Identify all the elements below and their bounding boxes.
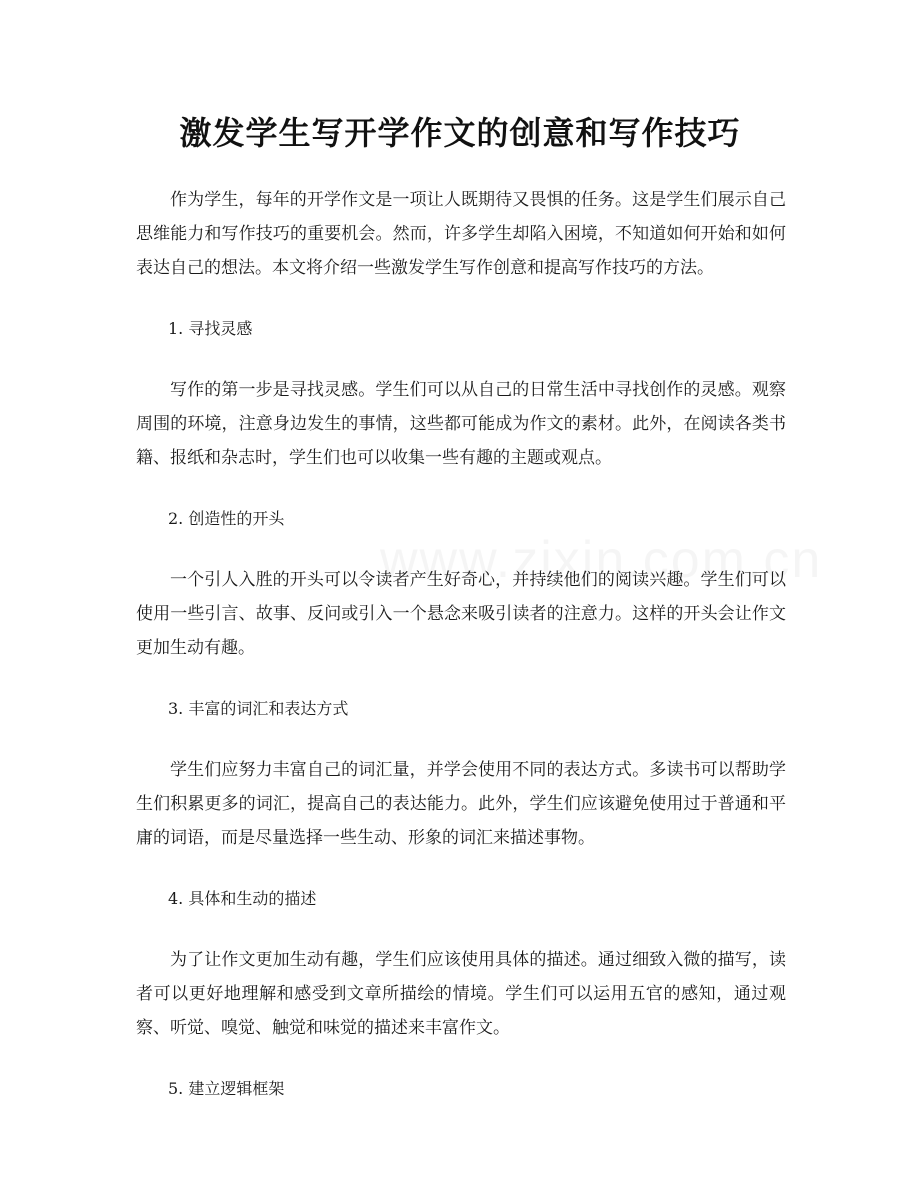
section-heading-1: 1. 寻找灵感 xyxy=(168,319,253,338)
document-title: 激发学生写开学作文的创意和写作技巧 xyxy=(179,114,741,152)
section-paragraph-4: 为了让作文更加生动有趣，学生们应该使用具体的描述。通过细致入微的描写，读者可以更好地理解和感受到文章所描绘的情境。学生们可以运用五官的感知，通过观察、听觉、嗅觉、触觉和味觉的描述来丰富作文。 xyxy=(136,950,786,1038)
section-paragraph-1: 写作的第一步是寻找灵感。学生们可以从自己的日常生活中寻找创作的灵感。观察周围的环境，注意身边发生的事情，这些都可能成为作文的素材。此外，在阅读各类书籍、报纸和杂志时，学生们也可以收集一些有趣的主题或观点。 xyxy=(136,380,786,468)
section-heading-4: 4. 具体和生动的描述 xyxy=(168,889,317,908)
document-body xyxy=(136,183,786,1133)
section-heading-3: 3. 丰富的词汇和表达方式 xyxy=(168,699,349,718)
section-paragraph-2: 一个引人入胜的开头可以令读者产生好奇心，并持续他们的阅读兴趣。学生们可以使用一些引言、故事、反问或引入一个悬念来吸引读者的注意力。这样的开头会让作文更加生动有趣。 xyxy=(136,570,786,658)
section-paragraph-3: 学生们应努力丰富自己的词汇量，并学会使用不同的表达方式。多读书可以帮助学生们积累更多的词汇，提高自己的表达能力。此外，学生们应该避免使用过于普通和平庸的词语，而是尽量选择一些生动、形象的词汇来描述事物。 xyxy=(136,760,786,848)
section-heading-2: 2. 创造性的开头 xyxy=(168,509,285,528)
section-heading-5: 5. 建立逻辑框架 xyxy=(168,1079,285,1098)
intro-paragraph: 作为学生，每年的开学作文是一项让人既期待又畏惧的任务。这是学生们展示自己思维能力和写作技巧的重要机会。然而，许多学生却陷入困境，不知道如何开始和如何表达自己的想法。本文将介绍一些激发学生写作创意和提高写作技巧的方法。 xyxy=(136,190,786,278)
